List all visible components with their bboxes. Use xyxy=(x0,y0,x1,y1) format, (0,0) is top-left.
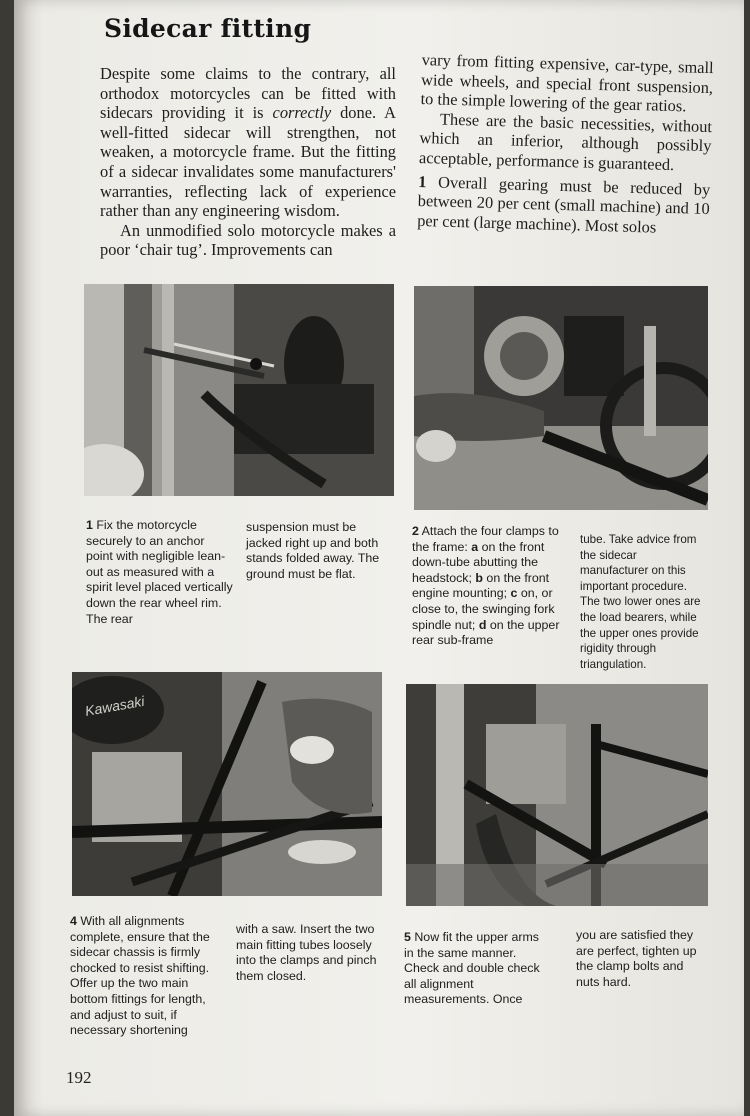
caption-1 xyxy=(86,518,234,627)
body-column-right xyxy=(417,50,714,238)
caption-1-continued: suspension must be jacked right up and both stands folded away. The ground must be flat. xyxy=(246,520,380,581)
caption-2-text-a: on the front down-tube abutting the headstock; xyxy=(412,539,545,585)
caption-1-number: 1 xyxy=(86,518,93,532)
caption-2-text-d: on the upper rear sub-frame xyxy=(412,617,560,648)
book-page xyxy=(14,0,744,1116)
body-paragraph-1: Despite some claims to the contrary, all orthodox motorcycles can be fitted with sidecars providing it is correctly done. A well-fitted sidecar will strengthen, not weaken, a motorcycle frame. But the fitting of a sidecar invalidates some manufacturers' warranties, reflecting lack of experience rather than any engineering wisdom. xyxy=(100,64,396,221)
page-title: Sidecar fitting xyxy=(104,14,312,43)
caption-4-number: 4 xyxy=(70,914,77,928)
photo-3-chassis-chocked xyxy=(72,672,382,896)
caption-2-text-b: on the front engine mounting; xyxy=(412,570,550,601)
caption-5-continued: you are satisfied they are perfect, tighten up the clamp bolts and nuts hard. xyxy=(576,928,697,989)
caption-4-continued: with a saw. Insert the two main fitting tubes loosely into the clamps and pinch them closed. xyxy=(236,922,377,983)
caption-5 xyxy=(404,930,544,1008)
numbered-item-number: 1 xyxy=(418,171,427,191)
photo-1-anchor-point xyxy=(84,284,394,496)
body-paragraph-4: These are the basic necessities, without which an inferior, although possibly acceptable, performance is guaranteed. xyxy=(418,109,713,175)
photo-4-upper-arms xyxy=(406,684,708,906)
page-number: 192 xyxy=(66,1068,92,1087)
photo-2-frame-clamps xyxy=(414,286,708,510)
numbered-item-1 xyxy=(417,172,711,239)
numbered-item-text: Overall gearing must be reduced by between 20 per cent (small machine) and 10 per cent (large machine). Most solos xyxy=(416,172,711,237)
caption-5-number: 5 xyxy=(404,930,411,944)
caption-2-letter-a: a xyxy=(471,539,479,554)
caption-2-number: 2 xyxy=(412,524,419,538)
caption-1-text-a: Fix the motorcycle securely to an anchor point with negligible lean-out as measured with a spirit level placed vertically down the rear wheel rim. The rear xyxy=(86,518,233,626)
caption-2 xyxy=(412,524,562,649)
body-paragraph-2: An unmodified solo motorcycle makes a poor ‘chair tug’. Improvements can xyxy=(100,220,396,260)
body-paragraph-3: vary from fitting expensive, car-type, small wide wheels, and special front suspension, to the simple lowering of the gear ratios. xyxy=(420,50,714,116)
caption-2-letter-d: d xyxy=(478,617,487,632)
caption-5-text-a: Now fit the upper arms in the same manner. Check and double check all alignment measurements. Once xyxy=(404,930,540,1007)
caption-2-letter-c: c xyxy=(510,586,518,601)
caption-2-letter-b: b xyxy=(475,570,483,585)
body-column-left xyxy=(100,64,396,260)
caption-2-intro: Attach the four clamps to the frame: xyxy=(412,524,559,554)
caption-4-text-a: With all alignments complete, ensure that the sidecar chassis is firmly chocked to resist shifting. Offer up the two main bottom fittings for length, and adjust to suit, if necessary shortening xyxy=(70,914,210,1038)
tank-brand-text: Kawasaki xyxy=(83,692,146,719)
emphasis-word: correctly xyxy=(272,103,332,123)
caption-2-continued: tube. Take advice from the sidecar manufacturer on this important procedure. The two lower ones are the load bearers, while the upper ones provide rigidity through triangulation. xyxy=(580,533,701,671)
caption-2-text-c: on, or close to, the swinging fork spindle nut; xyxy=(412,586,555,632)
caption-4 xyxy=(70,914,212,1039)
